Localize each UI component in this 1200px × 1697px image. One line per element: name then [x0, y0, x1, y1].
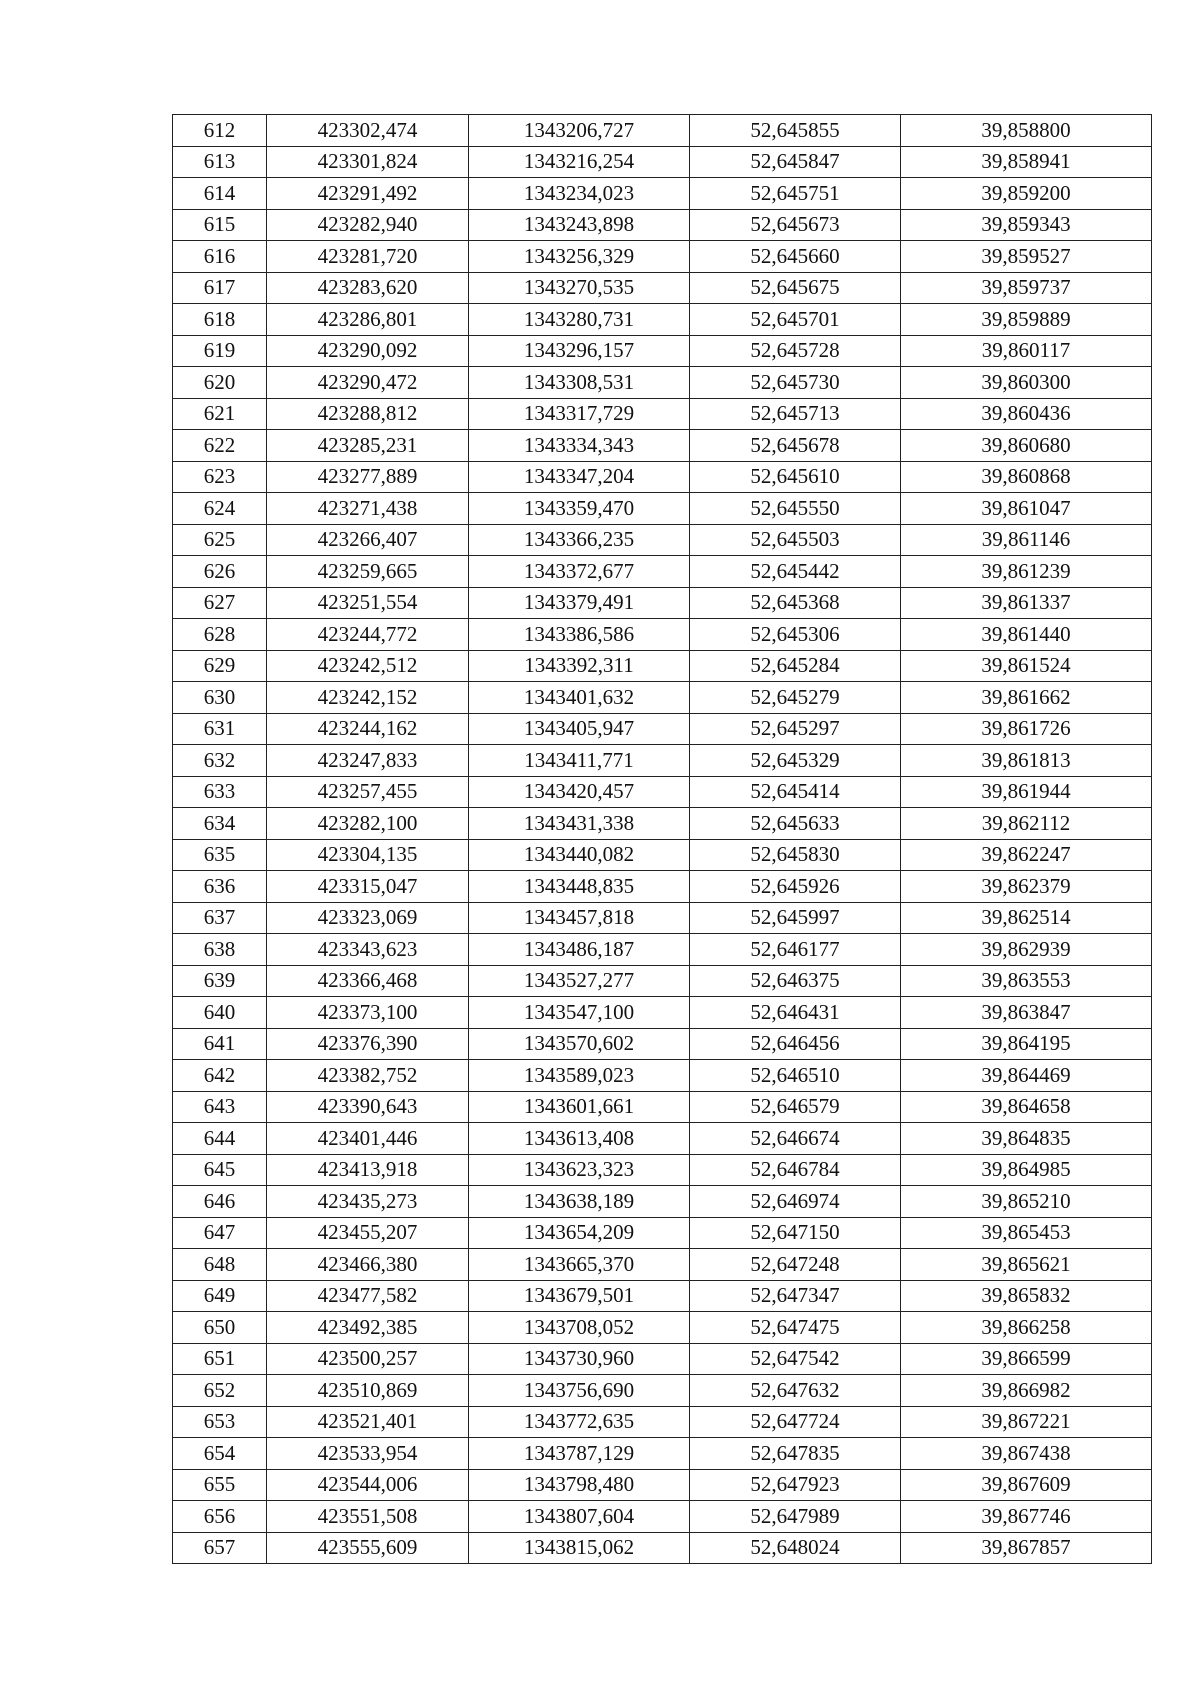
y-coordinate-cell: 1343216,254	[469, 146, 690, 178]
x-coordinate-cell: 423435,273	[267, 1186, 469, 1218]
table-row	[173, 808, 1152, 840]
y-coordinate-cell: 1343613,408	[469, 1123, 690, 1155]
x-coordinate-cell: 423477,582	[267, 1280, 469, 1312]
y-coordinate-cell: 1343280,731	[469, 304, 690, 336]
x-coordinate-cell: 423291,492	[267, 178, 469, 210]
x-coordinate-cell: 423302,474	[267, 115, 469, 147]
longitude-cell: 39,861239	[901, 556, 1152, 588]
point-number-cell: 628	[173, 619, 267, 651]
point-number-cell: 642	[173, 1060, 267, 1092]
latitude-cell: 52,645701	[690, 304, 901, 336]
point-number-cell: 612	[173, 115, 267, 147]
x-coordinate-cell: 423242,512	[267, 650, 469, 682]
longitude-cell: 39,866599	[901, 1343, 1152, 1375]
table-row	[173, 524, 1152, 556]
latitude-cell: 52,645751	[690, 178, 901, 210]
coordinates-table	[172, 114, 1152, 1564]
latitude-cell: 52,647542	[690, 1343, 901, 1375]
longitude-cell: 39,867438	[901, 1438, 1152, 1470]
longitude-cell: 39,867609	[901, 1469, 1152, 1501]
y-coordinate-cell: 1343359,470	[469, 493, 690, 525]
x-coordinate-cell: 423521,401	[267, 1406, 469, 1438]
point-number-cell: 639	[173, 965, 267, 997]
table-row	[173, 1375, 1152, 1407]
longitude-cell: 39,858800	[901, 115, 1152, 147]
y-coordinate-cell: 1343448,835	[469, 871, 690, 903]
y-coordinate-cell: 1343386,586	[469, 619, 690, 651]
table-row	[173, 1280, 1152, 1312]
point-number-cell: 638	[173, 934, 267, 966]
longitude-cell: 39,865621	[901, 1249, 1152, 1281]
x-coordinate-cell: 423259,665	[267, 556, 469, 588]
y-coordinate-cell: 1343334,343	[469, 430, 690, 462]
table-row	[173, 461, 1152, 493]
latitude-cell: 52,647475	[690, 1312, 901, 1344]
y-coordinate-cell: 1343815,062	[469, 1532, 690, 1564]
table-row	[173, 1532, 1152, 1564]
x-coordinate-cell: 423281,720	[267, 241, 469, 273]
y-coordinate-cell: 1343440,082	[469, 839, 690, 871]
point-number-cell: 633	[173, 776, 267, 808]
point-number-cell: 646	[173, 1186, 267, 1218]
latitude-cell: 52,647347	[690, 1280, 901, 1312]
point-number-cell: 649	[173, 1280, 267, 1312]
longitude-cell: 39,859343	[901, 209, 1152, 241]
longitude-cell: 39,861726	[901, 713, 1152, 745]
latitude-cell: 52,645926	[690, 871, 901, 903]
table-row	[173, 934, 1152, 966]
x-coordinate-cell: 423304,135	[267, 839, 469, 871]
table-row	[173, 335, 1152, 367]
table-row	[173, 1438, 1152, 1470]
x-coordinate-cell: 423373,100	[267, 997, 469, 1029]
longitude-cell: 39,862939	[901, 934, 1152, 966]
point-number-cell: 652	[173, 1375, 267, 1407]
table-row	[173, 398, 1152, 430]
x-coordinate-cell: 423244,772	[267, 619, 469, 651]
longitude-cell: 39,865453	[901, 1217, 1152, 1249]
latitude-cell: 52,645279	[690, 682, 901, 714]
latitude-cell: 52,645550	[690, 493, 901, 525]
latitude-cell: 52,645678	[690, 430, 901, 462]
latitude-cell: 52,647632	[690, 1375, 901, 1407]
table-row	[173, 178, 1152, 210]
longitude-cell: 39,863553	[901, 965, 1152, 997]
latitude-cell: 52,645728	[690, 335, 901, 367]
y-coordinate-cell: 1343411,771	[469, 745, 690, 777]
table-row	[173, 1186, 1152, 1218]
point-number-cell: 654	[173, 1438, 267, 1470]
longitude-cell: 39,861524	[901, 650, 1152, 682]
x-coordinate-cell: 423251,554	[267, 587, 469, 619]
longitude-cell: 39,867857	[901, 1532, 1152, 1564]
latitude-cell: 52,645673	[690, 209, 901, 241]
latitude-cell: 52,647724	[690, 1406, 901, 1438]
longitude-cell: 39,865832	[901, 1280, 1152, 1312]
point-number-cell: 653	[173, 1406, 267, 1438]
point-number-cell: 651	[173, 1343, 267, 1375]
point-number-cell: 625	[173, 524, 267, 556]
point-number-cell: 655	[173, 1469, 267, 1501]
y-coordinate-cell: 1343401,632	[469, 682, 690, 714]
table-row	[173, 1501, 1152, 1533]
y-coordinate-cell: 1343347,204	[469, 461, 690, 493]
point-number-cell: 643	[173, 1091, 267, 1123]
table-row	[173, 1249, 1152, 1281]
latitude-cell: 52,647989	[690, 1501, 901, 1533]
y-coordinate-cell: 1343392,311	[469, 650, 690, 682]
point-number-cell: 614	[173, 178, 267, 210]
longitude-cell: 39,859200	[901, 178, 1152, 210]
point-number-cell: 620	[173, 367, 267, 399]
point-number-cell: 618	[173, 304, 267, 336]
latitude-cell: 52,645660	[690, 241, 901, 273]
x-coordinate-cell: 423285,231	[267, 430, 469, 462]
x-coordinate-cell: 423288,812	[267, 398, 469, 430]
longitude-cell: 39,858941	[901, 146, 1152, 178]
x-coordinate-cell: 423247,833	[267, 745, 469, 777]
point-number-cell: 647	[173, 1217, 267, 1249]
x-coordinate-cell: 423271,438	[267, 493, 469, 525]
table-row	[173, 1060, 1152, 1092]
y-coordinate-cell: 1343431,338	[469, 808, 690, 840]
point-number-cell: 657	[173, 1532, 267, 1564]
point-number-cell: 613	[173, 146, 267, 178]
point-number-cell: 648	[173, 1249, 267, 1281]
y-coordinate-cell: 1343296,157	[469, 335, 690, 367]
longitude-cell: 39,861337	[901, 587, 1152, 619]
x-coordinate-cell: 423315,047	[267, 871, 469, 903]
x-coordinate-cell: 423413,918	[267, 1154, 469, 1186]
latitude-cell: 52,646784	[690, 1154, 901, 1186]
longitude-cell: 39,859527	[901, 241, 1152, 273]
x-coordinate-cell: 423301,824	[267, 146, 469, 178]
latitude-cell: 52,645329	[690, 745, 901, 777]
latitude-cell: 52,645633	[690, 808, 901, 840]
longitude-cell: 39,861440	[901, 619, 1152, 651]
latitude-cell: 52,645414	[690, 776, 901, 808]
table-row	[173, 272, 1152, 304]
longitude-cell: 39,861146	[901, 524, 1152, 556]
latitude-cell: 52,645675	[690, 272, 901, 304]
y-coordinate-cell: 1343527,277	[469, 965, 690, 997]
table-row	[173, 1217, 1152, 1249]
x-coordinate-cell: 423544,006	[267, 1469, 469, 1501]
x-coordinate-cell: 423455,207	[267, 1217, 469, 1249]
x-coordinate-cell: 423500,257	[267, 1343, 469, 1375]
y-coordinate-cell: 1343601,661	[469, 1091, 690, 1123]
table-row	[173, 997, 1152, 1029]
table-row	[173, 965, 1152, 997]
table-row	[173, 304, 1152, 336]
x-coordinate-cell: 423343,623	[267, 934, 469, 966]
longitude-cell: 39,859737	[901, 272, 1152, 304]
table-row	[173, 241, 1152, 273]
y-coordinate-cell: 1343589,023	[469, 1060, 690, 1092]
y-coordinate-cell: 1343256,329	[469, 241, 690, 273]
point-number-cell: 640	[173, 997, 267, 1029]
x-coordinate-cell: 423492,385	[267, 1312, 469, 1344]
longitude-cell: 39,859889	[901, 304, 1152, 336]
x-coordinate-cell: 423390,643	[267, 1091, 469, 1123]
latitude-cell: 52,645855	[690, 115, 901, 147]
longitude-cell: 39,860300	[901, 367, 1152, 399]
point-number-cell: 627	[173, 587, 267, 619]
table-row	[173, 493, 1152, 525]
table-row	[173, 1091, 1152, 1123]
latitude-cell: 52,647248	[690, 1249, 901, 1281]
table-row	[173, 1406, 1152, 1438]
x-coordinate-cell: 423551,508	[267, 1501, 469, 1533]
longitude-cell: 39,862247	[901, 839, 1152, 871]
y-coordinate-cell: 1343379,491	[469, 587, 690, 619]
latitude-cell: 52,647150	[690, 1217, 901, 1249]
y-coordinate-cell: 1343243,898	[469, 209, 690, 241]
point-number-cell: 641	[173, 1028, 267, 1060]
point-number-cell: 621	[173, 398, 267, 430]
latitude-cell: 52,645368	[690, 587, 901, 619]
longitude-cell: 39,861813	[901, 745, 1152, 777]
y-coordinate-cell: 1343457,818	[469, 902, 690, 934]
x-coordinate-cell: 423401,446	[267, 1123, 469, 1155]
y-coordinate-cell: 1343420,457	[469, 776, 690, 808]
longitude-cell: 39,863847	[901, 997, 1152, 1029]
y-coordinate-cell: 1343730,960	[469, 1343, 690, 1375]
x-coordinate-cell: 423242,152	[267, 682, 469, 714]
y-coordinate-cell: 1343679,501	[469, 1280, 690, 1312]
x-coordinate-cell: 423277,889	[267, 461, 469, 493]
point-number-cell: 615	[173, 209, 267, 241]
table-row	[173, 745, 1152, 777]
longitude-cell: 39,861662	[901, 682, 1152, 714]
longitude-cell: 39,864985	[901, 1154, 1152, 1186]
latitude-cell: 52,645847	[690, 146, 901, 178]
x-coordinate-cell: 423290,472	[267, 367, 469, 399]
latitude-cell: 52,645997	[690, 902, 901, 934]
longitude-cell: 39,860680	[901, 430, 1152, 462]
x-coordinate-cell: 423366,468	[267, 965, 469, 997]
table-row	[173, 556, 1152, 588]
table-row	[173, 1154, 1152, 1186]
latitude-cell: 52,645610	[690, 461, 901, 493]
y-coordinate-cell: 1343787,129	[469, 1438, 690, 1470]
table-row	[173, 367, 1152, 399]
longitude-cell: 39,867221	[901, 1406, 1152, 1438]
longitude-cell: 39,861944	[901, 776, 1152, 808]
latitude-cell: 52,645503	[690, 524, 901, 556]
x-coordinate-cell: 423376,390	[267, 1028, 469, 1060]
latitude-cell: 52,646456	[690, 1028, 901, 1060]
point-number-cell: 629	[173, 650, 267, 682]
x-coordinate-cell: 423286,801	[267, 304, 469, 336]
longitude-cell: 39,862379	[901, 871, 1152, 903]
x-coordinate-cell: 423282,940	[267, 209, 469, 241]
x-coordinate-cell: 423466,380	[267, 1249, 469, 1281]
y-coordinate-cell: 1343270,535	[469, 272, 690, 304]
y-coordinate-cell: 1343206,727	[469, 115, 690, 147]
longitude-cell: 39,865210	[901, 1186, 1152, 1218]
longitude-cell: 39,867746	[901, 1501, 1152, 1533]
x-coordinate-cell: 423382,752	[267, 1060, 469, 1092]
x-coordinate-cell: 423510,869	[267, 1375, 469, 1407]
longitude-cell: 39,862112	[901, 808, 1152, 840]
x-coordinate-cell: 423323,069	[267, 902, 469, 934]
latitude-cell: 52,646510	[690, 1060, 901, 1092]
y-coordinate-cell: 1343665,370	[469, 1249, 690, 1281]
table-row	[173, 1469, 1152, 1501]
point-number-cell: 631	[173, 713, 267, 745]
x-coordinate-cell: 423555,609	[267, 1532, 469, 1564]
table-row	[173, 1312, 1152, 1344]
longitude-cell: 39,860868	[901, 461, 1152, 493]
longitude-cell: 39,866258	[901, 1312, 1152, 1344]
table-row	[173, 650, 1152, 682]
table-row	[173, 587, 1152, 619]
latitude-cell: 52,645284	[690, 650, 901, 682]
latitude-cell: 52,646375	[690, 965, 901, 997]
table-row	[173, 115, 1152, 147]
latitude-cell: 52,646431	[690, 997, 901, 1029]
longitude-cell: 39,860117	[901, 335, 1152, 367]
y-coordinate-cell: 1343405,947	[469, 713, 690, 745]
longitude-cell: 39,860436	[901, 398, 1152, 430]
point-number-cell: 645	[173, 1154, 267, 1186]
table-row	[173, 871, 1152, 903]
table-row	[173, 682, 1152, 714]
table-row	[173, 146, 1152, 178]
y-coordinate-cell: 1343486,187	[469, 934, 690, 966]
table-row	[173, 902, 1152, 934]
latitude-cell: 52,645306	[690, 619, 901, 651]
latitude-cell: 52,646674	[690, 1123, 901, 1155]
latitude-cell: 52,646974	[690, 1186, 901, 1218]
longitude-cell: 39,862514	[901, 902, 1152, 934]
point-number-cell: 619	[173, 335, 267, 367]
point-number-cell: 637	[173, 902, 267, 934]
y-coordinate-cell: 1343772,635	[469, 1406, 690, 1438]
table-row	[173, 713, 1152, 745]
y-coordinate-cell: 1343234,023	[469, 178, 690, 210]
point-number-cell: 656	[173, 1501, 267, 1533]
x-coordinate-cell: 423244,162	[267, 713, 469, 745]
point-number-cell: 624	[173, 493, 267, 525]
coordinates-table-body	[173, 115, 1152, 1564]
latitude-cell: 52,648024	[690, 1532, 901, 1564]
point-number-cell: 650	[173, 1312, 267, 1344]
latitude-cell: 52,645297	[690, 713, 901, 745]
y-coordinate-cell: 1343623,323	[469, 1154, 690, 1186]
y-coordinate-cell: 1343654,209	[469, 1217, 690, 1249]
longitude-cell: 39,864195	[901, 1028, 1152, 1060]
point-number-cell: 616	[173, 241, 267, 273]
y-coordinate-cell: 1343798,480	[469, 1469, 690, 1501]
y-coordinate-cell: 1343366,235	[469, 524, 690, 556]
x-coordinate-cell: 423282,100	[267, 808, 469, 840]
latitude-cell: 52,645442	[690, 556, 901, 588]
table-row	[173, 1123, 1152, 1155]
x-coordinate-cell: 423533,954	[267, 1438, 469, 1470]
point-number-cell: 634	[173, 808, 267, 840]
y-coordinate-cell: 1343547,100	[469, 997, 690, 1029]
y-coordinate-cell: 1343708,052	[469, 1312, 690, 1344]
point-number-cell: 635	[173, 839, 267, 871]
table-row	[173, 1028, 1152, 1060]
point-number-cell: 623	[173, 461, 267, 493]
y-coordinate-cell: 1343638,189	[469, 1186, 690, 1218]
table-row	[173, 1343, 1152, 1375]
x-coordinate-cell: 423290,092	[267, 335, 469, 367]
y-coordinate-cell: 1343308,531	[469, 367, 690, 399]
y-coordinate-cell: 1343756,690	[469, 1375, 690, 1407]
point-number-cell: 626	[173, 556, 267, 588]
latitude-cell: 52,647835	[690, 1438, 901, 1470]
y-coordinate-cell: 1343570,602	[469, 1028, 690, 1060]
longitude-cell: 39,866982	[901, 1375, 1152, 1407]
table-row	[173, 839, 1152, 871]
y-coordinate-cell: 1343317,729	[469, 398, 690, 430]
longitude-cell: 39,861047	[901, 493, 1152, 525]
point-number-cell: 617	[173, 272, 267, 304]
longitude-cell: 39,864658	[901, 1091, 1152, 1123]
y-coordinate-cell: 1343372,677	[469, 556, 690, 588]
longitude-cell: 39,864469	[901, 1060, 1152, 1092]
table-row	[173, 430, 1152, 462]
latitude-cell: 52,647923	[690, 1469, 901, 1501]
point-number-cell: 636	[173, 871, 267, 903]
x-coordinate-cell: 423266,407	[267, 524, 469, 556]
point-number-cell: 630	[173, 682, 267, 714]
table-row	[173, 776, 1152, 808]
latitude-cell: 52,645830	[690, 839, 901, 871]
table-row	[173, 209, 1152, 241]
point-number-cell: 622	[173, 430, 267, 462]
table-row	[173, 619, 1152, 651]
latitude-cell: 52,646579	[690, 1091, 901, 1123]
point-number-cell: 644	[173, 1123, 267, 1155]
x-coordinate-cell: 423283,620	[267, 272, 469, 304]
x-coordinate-cell: 423257,455	[267, 776, 469, 808]
latitude-cell: 52,646177	[690, 934, 901, 966]
latitude-cell: 52,645713	[690, 398, 901, 430]
longitude-cell: 39,864835	[901, 1123, 1152, 1155]
point-number-cell: 632	[173, 745, 267, 777]
latitude-cell: 52,645730	[690, 367, 901, 399]
y-coordinate-cell: 1343807,604	[469, 1501, 690, 1533]
